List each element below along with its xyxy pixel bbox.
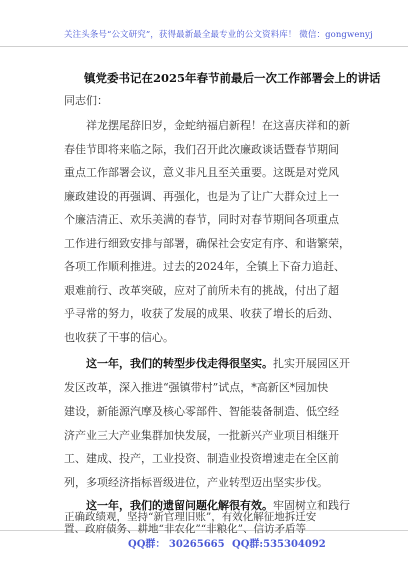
header-banner [0,24,408,47]
paragraph-line: 廉政建设的再强调、再强化，也是为了让广大群众过上一 [64,190,339,203]
paragraph-line: 发区改革，深入推进“强镇带村”试点，*高新区*园加快 [64,381,329,394]
paragraph-line: 祥龙摆尾辞旧岁，金蛇纳福启新程！在这喜庆祥和的新 [86,119,350,132]
footer-qq-group-2: QQ群:535304092 [232,539,326,550]
paragraph-line: 各项工作顺利推进。过去的2024年，全镇上下奋力追赶、 [64,260,345,273]
paragraph-line: 济产业三大产业集群加快发展，一批新兴产业项目相继开 [64,429,339,442]
section-text: 牢固树立和践行 [273,499,350,512]
paragraph-line: 建设，新能源汽摩及核心零部件、智能装备制造、低空经 [64,405,339,418]
footer-qq-group-1: QQ群： 30265665 [128,539,225,550]
document-title: 镇党委书记在2025年春节前最后一次工作部署会上的讲话 [84,71,381,85]
salutation: 同志们： [64,94,108,107]
paragraph-line: 列，多项经济指标晋级进位，产业转型迈出坚实步伐。 [64,476,328,489]
paragraph-line: 置、政府债务、耕地“非农化”“非粮化”、信访矛盾等 [64,523,306,535]
section-text: 扎实开展园区开 [273,357,350,370]
section-heading: 这一年，我们的遗留问题化解很有效。 [86,499,273,512]
section-heading: 这一年，我们的转型步伐走得很坚实。 [86,357,273,370]
paragraph-line: 工作进行细致安排与部署，确保社会安定有序、和谐繁荣， [64,237,350,250]
paragraph-line: 重点工作部署会议，意义非凡且至关重要。这既是对党风 [64,166,339,179]
section-paragraph-first-line [86,357,350,371]
paragraph-line: 也收获了干事的信心。 [64,331,174,344]
paragraph-line: 个廉洁清正、欢乐美满的春节，同时对春节期间各项重点 [64,213,339,226]
banner-text: 关注头条号“公文研究”，获得最新最全最专业的公文资料库！ 微信：gongwenyj [64,30,373,40]
paragraph-line: 乎寻常的努力，收获了发展的成果、收获了增长的后劲、 [64,307,339,320]
paragraph-line: 春佳节即将来临之际，我们召开此次廉政谈话暨春节期间 [64,143,339,156]
paragraph-line: 艰难前行、改革突破，应对了前所未有的挑战，付出了超 [64,284,339,297]
paragraph-line: 工、建成、投产，工业投资、制造业投资增速走在全区前 [64,452,339,465]
paragraph-line: 正确政绩观，坚持“新官理旧账”，有效化解征地拆迁安 [64,511,317,523]
